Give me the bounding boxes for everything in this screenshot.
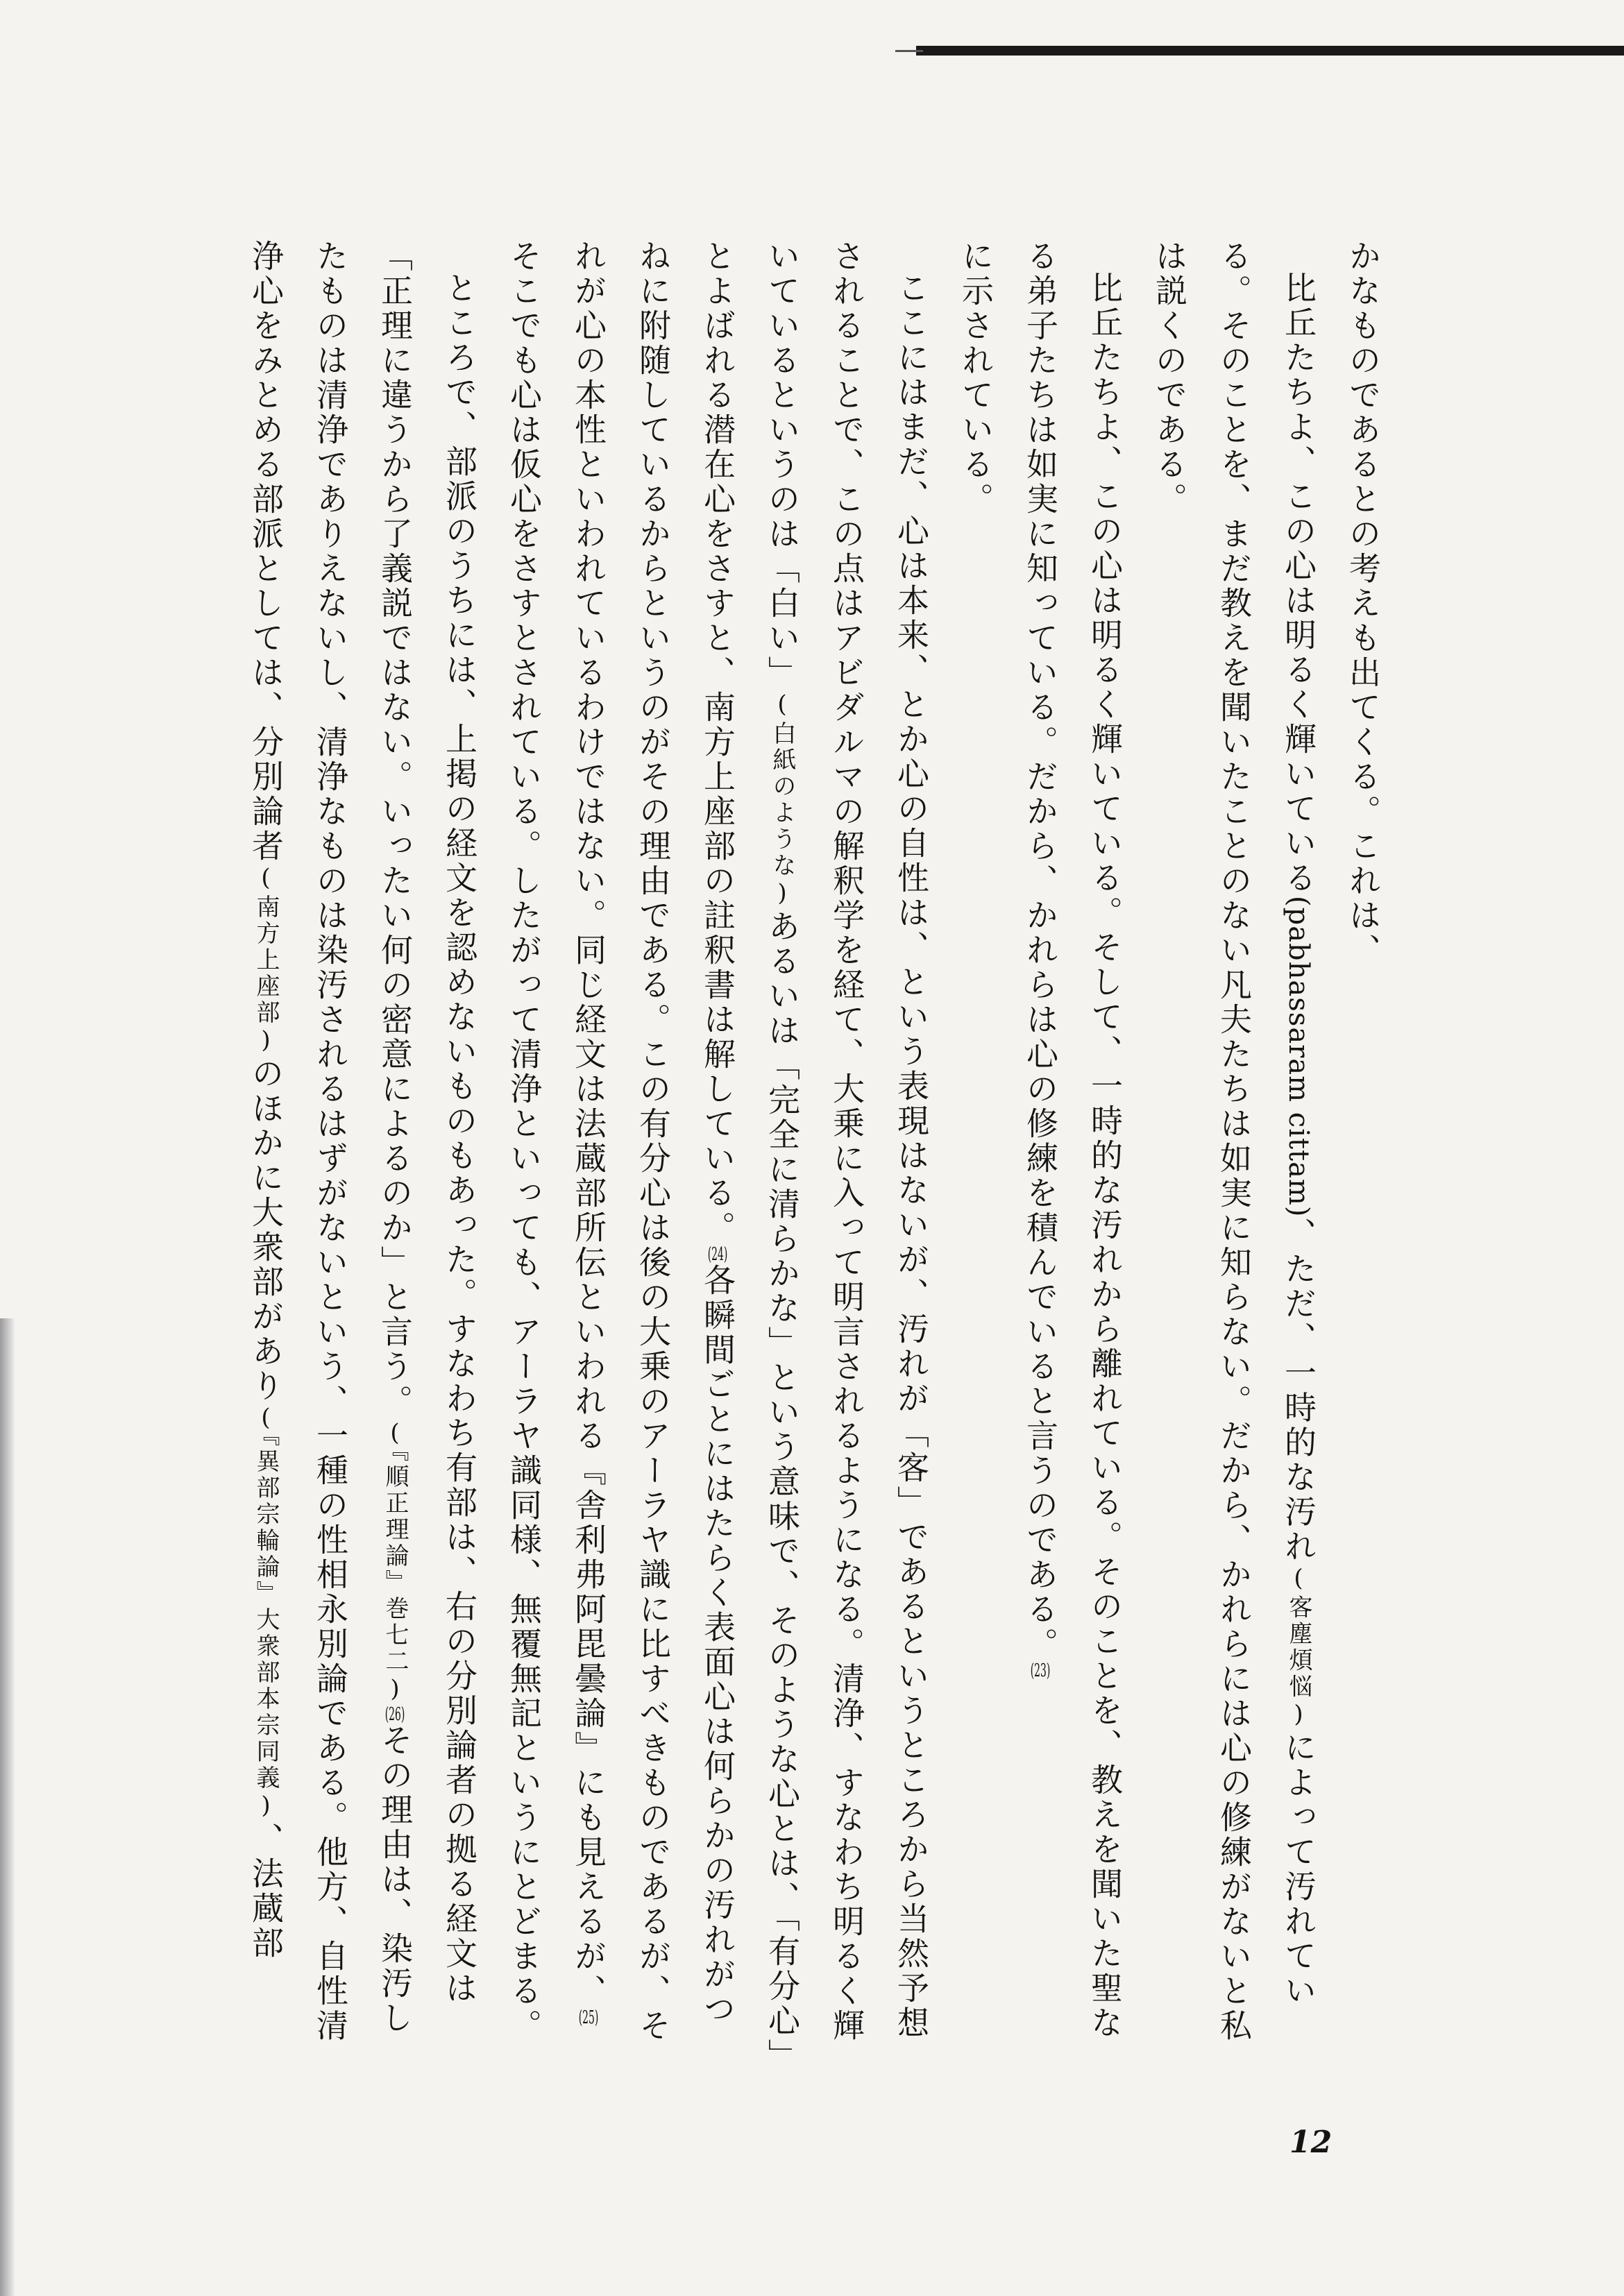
header-rule xyxy=(916,46,1624,56)
note-ref: (25) xyxy=(578,2009,599,2027)
inline-gloss: (客塵煩悩) xyxy=(1285,1564,1312,1731)
page-number: 12 xyxy=(1289,2125,1333,2160)
text-run: のほかに大衆部があり xyxy=(247,1057,285,1404)
inline-gloss: (『順正理論』巻七二) xyxy=(381,1419,409,1706)
text-run: そこでも心は仮心をさすとされている。したがって清浄といっても、アーラヤ識同様、無覆無記というにとどまる。 xyxy=(505,239,543,2043)
text-run: かなものであるとの考えも出てくる。これは、 xyxy=(1344,239,1382,968)
text-run: その理由は、染汚したものは清浄でありえないし、清浄なものは染汚されるはずがないという、一種の性相永別論である。他方、自性清浄心をみとめる部派としては、分別論者 xyxy=(247,239,414,2043)
paragraph-p5 xyxy=(491,239,943,2057)
binding-shadow xyxy=(0,1318,15,2296)
paragraph-p2 xyxy=(1137,239,1330,2057)
inline-gloss: (南方上座部) xyxy=(252,864,280,1057)
text-run: 比丘たちよ、この心は明るく輝いている。そして、一時的な汚れから離れている。そのことを、教えを聞いた聖なる弟子たちは如実に知っている。だから、かれらは心の修練を積んでいると言うのである。 xyxy=(1022,239,1124,2041)
text-run: ところで、部派のうちには、上掲の経文を認めないものもあった。すなわち有部は、右の分別論者の拠る経文は「正理に違うから了義説ではない。いったい何の密意によるのか」と言う。 xyxy=(376,239,478,2006)
note-ref: (24) xyxy=(707,1245,728,1264)
paragraph-p4 xyxy=(943,239,1008,2057)
note-ref: (23) xyxy=(1030,1662,1051,1680)
latin-term: (pabhassaram cittam) xyxy=(1283,896,1314,1218)
text-run: によって汚れている。そのことを、まだ教えを聞いたことのない凡夫たちは如実に知らない。だから、かれらには心の修練がないと私は説くのである。 xyxy=(1151,239,1317,2043)
text-run: 各瞬間ごとにはたらく表面心は何らかの汚れがつねに附随しているからというのがその理由である。この有分心は後の大乗のアーラヤ識に比すべきものであるが、それが心の本性といわれているわけではない。同じ経文は法蔵部所伝といわれる『舎利弗阿毘曇論』にも見えるが、 xyxy=(570,239,736,2043)
note-ref: (26) xyxy=(384,1706,405,1724)
text-run: ここにはまだ、心は本来、とか心の自性は、という表現はないが、汚れが「客」であるというところから当然予想されることで、この点はアビダルマの解釈学を経て、大乗に入って明言されるようになる。清浄、すなわち明るく輝いているというのは「白い」 xyxy=(763,239,930,2043)
paragraph-p6 xyxy=(233,239,491,2057)
paragraph-p1 xyxy=(1330,239,1395,2057)
inline-gloss: (白紙のような) xyxy=(768,690,796,910)
header-rule-tail xyxy=(895,50,923,52)
text-run: あるいは「完全に清らかな」という意味で、そのような心とは、「有分心」とよばれる潜在心をさすと、南方上座部の註釈書は解している。 xyxy=(699,239,801,2057)
text-run: 、ただ、一時的な汚れ xyxy=(1280,1217,1317,1565)
paragraph-p3 xyxy=(1008,239,1137,2057)
text-run: 、法蔵部 xyxy=(247,1822,285,1961)
vertical-body-text xyxy=(233,239,1395,2057)
text-run: 比丘たちよ、この心は明るく輝いている xyxy=(1280,271,1317,896)
text-run: に示されている。 xyxy=(957,239,995,517)
inline-gloss: (『異部宗輪論』大衆部本宗同義) xyxy=(252,1404,280,1822)
